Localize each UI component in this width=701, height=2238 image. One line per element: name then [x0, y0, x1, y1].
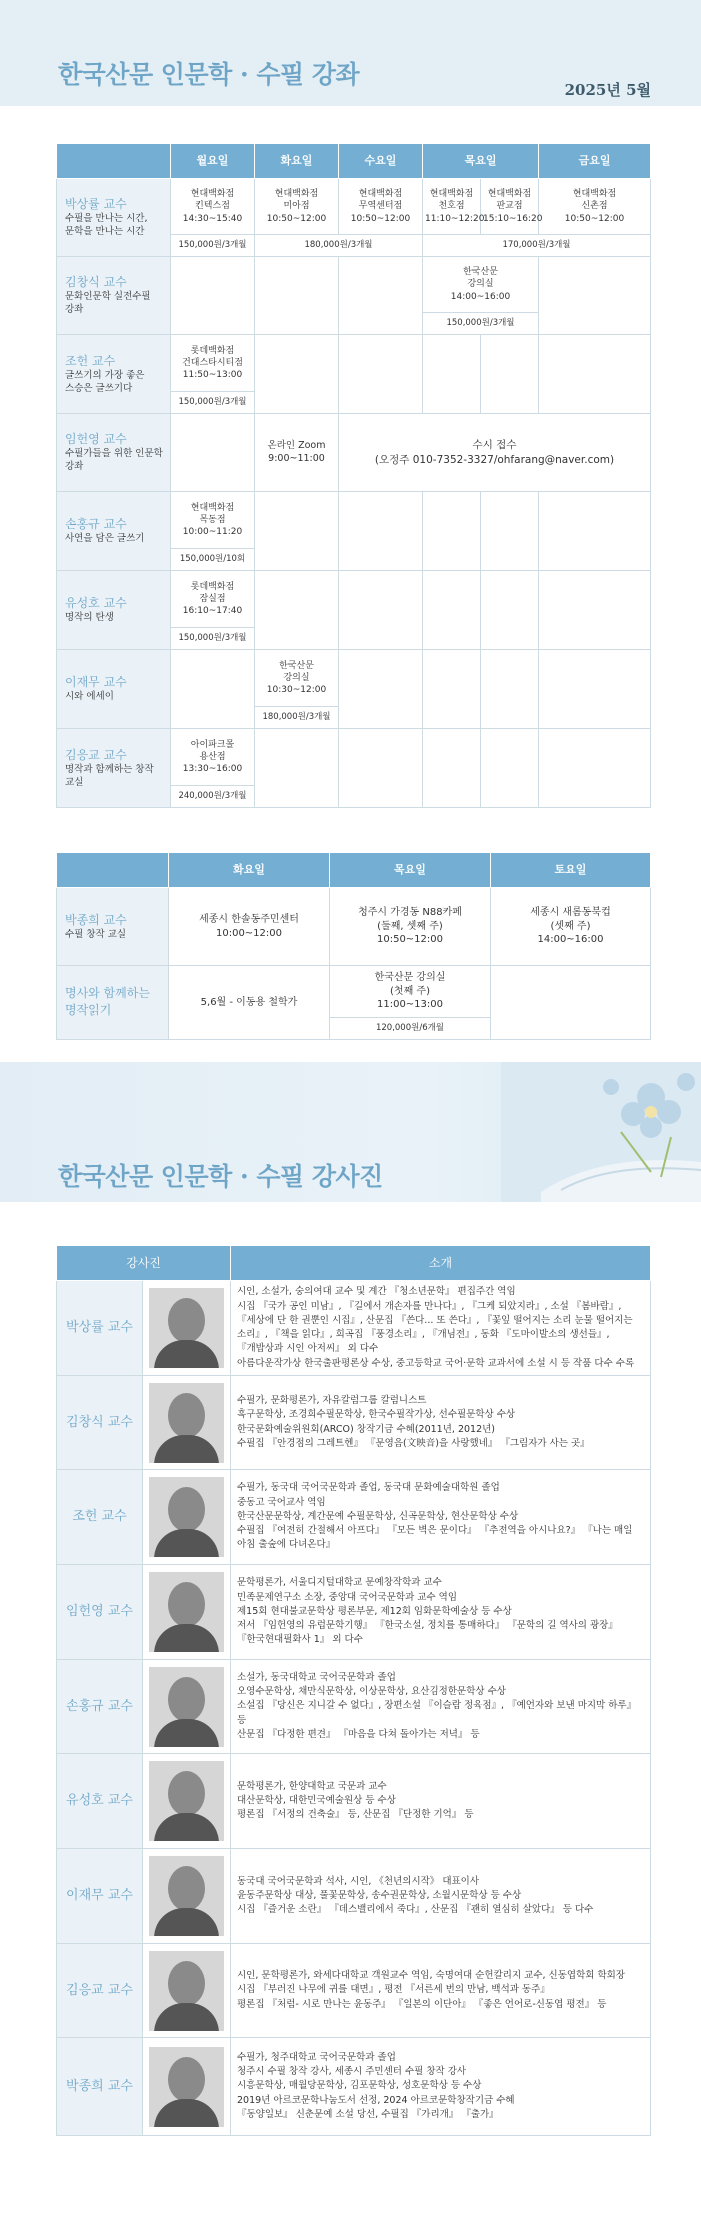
instructor-intro: 시인, 문학평론가, 와세다대학교 객원교수 역임, 숙명여대 순헌칼리지 교수, 신동엽학회 학회장 시집 『부러진 나무에 귀를 대면』, 평전 『서른세 번의 만남, 백석과 동주』 평론집 『처럼- 시로 만나는 윤동주』 『일본의 이단아』 『좋은 언어로-신동엽 평전』 등: [231, 1944, 651, 2038]
day-wed: 수요일: [339, 144, 423, 179]
cell2-r2-thu: 한국산문 강의실 (첫째 주) 11:00~13:00: [330, 966, 491, 1018]
cell-r1-fri: 현대백화점 신촌점 10:50~12:00: [539, 179, 651, 235]
col-instructor: 강사진: [57, 1246, 231, 1281]
cell-r1-thu1: 현대백화점 천호점 11:10~12:20: [423, 179, 481, 235]
lecturer-row-9: 박종희 교수 수필 창작 교실: [57, 888, 169, 966]
instructor-intro: 문학평론가, 한양대학교 국문과 교수 대산문학상, 대한민국예술원상 등 수상 평론집 『서정의 건축술』 등, 산문집 『단정한 기억』 등: [231, 1754, 651, 1849]
instructor-photo: [149, 1288, 224, 1368]
lecturer-row-7: 이재무 교수 시와 에세이: [57, 650, 171, 729]
schedule-table-2: [56, 852, 651, 1040]
day-tue: 화요일: [255, 144, 339, 179]
instructor-name: 임헌영 교수: [57, 1565, 143, 1660]
instructor-name: 조헌 교수: [57, 1470, 143, 1565]
instructors-table: [56, 1245, 651, 2136]
flower-decoration-image: [501, 1062, 701, 1202]
day2-sat: 토요일: [491, 853, 651, 888]
cell-r3-mon: 롯데백화점 건대스타시티점 11:50~13:00: [171, 335, 255, 392]
lecturer-row-2: 김창식 교수 문화인문학 실전수필 강좌: [57, 257, 171, 335]
lecturer-row-8: 김응교 교수 명작과 함께하는 창작 교실: [57, 729, 171, 808]
cell2-r1-thu: 청주시 가경동 N88카페 (둘째, 셋째 주) 10:50~12:00: [330, 888, 491, 966]
fee-r1-1: 150,000원/3개월: [171, 235, 255, 257]
fee2-r2: 120,000원/6개월: [330, 1018, 491, 1040]
lecturer-row-3: 조헌 교수 글쓰기의 가장 좋은 스승은 글쓰기다: [57, 335, 171, 414]
instructor-name: 박종희 교수: [57, 2038, 143, 2136]
fee-r2: 150,000원/3개월: [423, 313, 539, 335]
lecturer-row-4: 임헌영 교수 수필가들을 위한 인문학 강좌: [57, 414, 171, 492]
corner-cell: [57, 144, 171, 179]
instructor-intro: 시인, 소설가, 숭의여대 교수 및 계간 『청소년문학』 편집주간 역임 시집 『국가 공인 미남』, 『길에서 개손자를 만나다』, 『그케 되았지라』, 소설 『봄바람』, 『세상에 단 한 권뿐인 시집』, 산문집 『쓴다... 또 쓴다』, 『꽃잎 떨어지는 소리 눈물 떨어지는 소리』, 『책을 읽다』, 희곡집 『풍경소리』, 『개님전』, 동화 『도마이발소의 생선들』, 『개밥상과 시인 아저씨』 외 다수 아름다운작가상 한국출판평론상 수상, 중고등학교 국어·문학 교과서에 소설 시 등 작품 다수 수록: [231, 1281, 651, 1376]
instructor-name: 이재무 교수: [57, 1849, 143, 1944]
cell-r6-mon: 롯데백화점 잠실점 16:10~17:40: [171, 571, 255, 628]
instructor-photo: [149, 1951, 224, 2031]
day2-thu: 목요일: [330, 853, 491, 888]
day-thu: 목요일: [423, 144, 539, 179]
lecturer-row-10: 명사와 함께하는 명작읽기: [57, 966, 169, 1040]
instructor-name: 김응교 교수: [57, 1944, 143, 2038]
cell2-r1-sat: 세종시 새롬동북컵 (셋째 주) 14:00~16:00: [491, 888, 651, 966]
instructor-photo: [149, 1667, 224, 1747]
fee-r7: 180,000원/3개월: [255, 707, 339, 729]
cell2-r2-tue: 5,6월 - 이동용 철학가: [169, 966, 330, 1040]
cell-r1-wed: 현대백화점 무역센터점 10:50~12:00: [339, 179, 423, 235]
cell-r1-thu2: 현대백화점 판교점 15:10~16:20: [481, 179, 539, 235]
instructor-photo: [149, 1761, 224, 1841]
schedule-header: [0, 0, 701, 106]
instructor-name: 박상률 교수: [57, 1281, 143, 1376]
instructor-name: 손홍규 교수: [57, 1660, 143, 1754]
cell-r8-mon: 아이파크몰 용산점 13:30~16:00: [171, 729, 255, 786]
instructor-intro: 동국대 국어국문학과 석사, 시인, 《천년의시작》 대표이사 윤동주문학상 대상, 풀꽃문학상, 송수권문학상, 소월시문학상 등 수상 시집 『즐거운 소란』 『데스밸리에서 죽다』, 산문집 『괜히 열심히 살았다』 등 다수: [231, 1849, 651, 1944]
cell-r2-thu: 한국산문 강의실 14:00~16:00: [423, 257, 539, 313]
schedule-table: [56, 143, 651, 808]
instructor-photo: [149, 1572, 224, 1652]
fee-r5: 150,000원/10회: [171, 549, 255, 571]
instructor-photo: [149, 1383, 224, 1463]
instructor-name: 유성호 교수: [57, 1754, 143, 1849]
cell-r1-tue: 현대백화점 미아점 10:50~12:00: [255, 179, 339, 235]
instructor-photo: [149, 2047, 224, 2127]
cell-r1-mon: 현대백화점 킨텍스점 14:30~15:40: [171, 179, 255, 235]
fee-r1-3: 170,000원/3개월: [423, 235, 651, 257]
day2-tue: 화요일: [169, 853, 330, 888]
fee-r8: 240,000원/3개월: [171, 786, 255, 808]
instructor-name: 김창식 교수: [57, 1376, 143, 1470]
instructor-photo: [149, 1856, 224, 1936]
instructor-photo: [149, 1477, 224, 1557]
lecturer-row-6: 유성호 교수 명작의 탄생: [57, 571, 171, 650]
fee-r1-2: 180,000원/3개월: [255, 235, 423, 257]
instructor-intro: 수필가, 청주대학교 국어국문학과 졸업 청주시 수필 창작 강사, 세종시 주민센터 수필 창작 강사 시흥문학상, 매월당문학상, 김포문학상, 성호문학상 등 수상 2019년 아르코문학나눔도서 선정, 2024 아르코문학창작기금 수혜 『동양일보』 신춘문예 소설 당선, 수필집 『가리개』 『출가』: [231, 2038, 651, 2136]
instructor-intro: 문학평론가, 서울디지털대학교 문예창작학과 교수 민족문제연구소 소장, 중앙대 국어국문학과 교수 역임 제15회 현대불교문학상 평론부문, 제12회 임화문학예술상 등 수상 저서 『임헌영의 유럽문학기행』 『한국소설, 정치를 통매하다』 『문학의 길 역사의 광장』 『한국현대필화사 1』 외 다수: [231, 1565, 651, 1660]
day-fri: 금요일: [539, 144, 651, 179]
col-intro: 소개: [231, 1246, 651, 1281]
instructors-header: [0, 1062, 701, 1202]
instructors-title: 한국산문 인문학 · 수필 강사진: [58, 1162, 383, 1191]
day-mon: 월요일: [171, 144, 255, 179]
instructor-intro: 수필가, 문화평론가, 자유칼럼그룹 칼럼니스트 흑구문학상, 조경희수필문학상, 한국수필작가상, 선수필문학상 수상 한국문화예술위원회(ARCO) 창작기금 수혜(2011년, 2012년) 수필집 『안경점의 그레트헨』 『문영음(文映音)을 사랑했네』 『그림자가 사는 곳』: [231, 1376, 651, 1470]
lecturer-row-1: 박상률 교수 수필을 만나는 시간, 문학을 만나는 시간: [57, 179, 171, 257]
year-month: 2025년 5월: [564, 81, 651, 99]
schedule-title: 한국산문 인문학 · 수필 강좌: [58, 60, 360, 89]
instructor-intro: 수필가, 동국대 국어국문학과 졸업, 동국대 문화예술대학원 졸업 중동고 국어교사 역임 한국산문문학상, 계간문예 수필문학상, 신곡문학상, 현산문학상 수상 수필집 『여전히 간절해서 아프다』 『모든 벽은 문이다』 『추전역을 아시나요?』 『나는 매일 아침 출숲에 다녀온다』: [231, 1470, 651, 1565]
instructor-intro: 소설가, 동국대학교 국어국문학과 졸업 오영수문학상, 채만식문학상, 이상문학상, 요산김정한문학상 수상 소설집 『당신은 지니갈 수 없다』, 장편소설 『이슬람 정육점』, 『예언자와 보낸 마지막 하루』 등 산문집 『다정한 편견』 『마음을 다쳐 돌아가는 저녁』 등: [231, 1660, 651, 1754]
cell2-r1-tue: 세종시 한솔동주민센터 10:00~12:00: [169, 888, 330, 966]
cell-r4-rest: 수시 접수 (오정주 010-7352-3327/ohfarang@naver.com): [339, 414, 651, 492]
cell-r4-tue: 온라인 Zoom 9:00~11:00: [255, 414, 339, 492]
cell-r5-mon: 현대백화점 목동점 10:00~11:20: [171, 492, 255, 549]
lecturer-row-5: 손홍규 교수 사연을 담은 글쓰기: [57, 492, 171, 571]
cell-r7-tue: 한국산문 강의실 10:30~12:00: [255, 650, 339, 707]
fee-r6: 150,000원/3개월: [171, 628, 255, 650]
fee-r3: 150,000원/3개월: [171, 392, 255, 414]
